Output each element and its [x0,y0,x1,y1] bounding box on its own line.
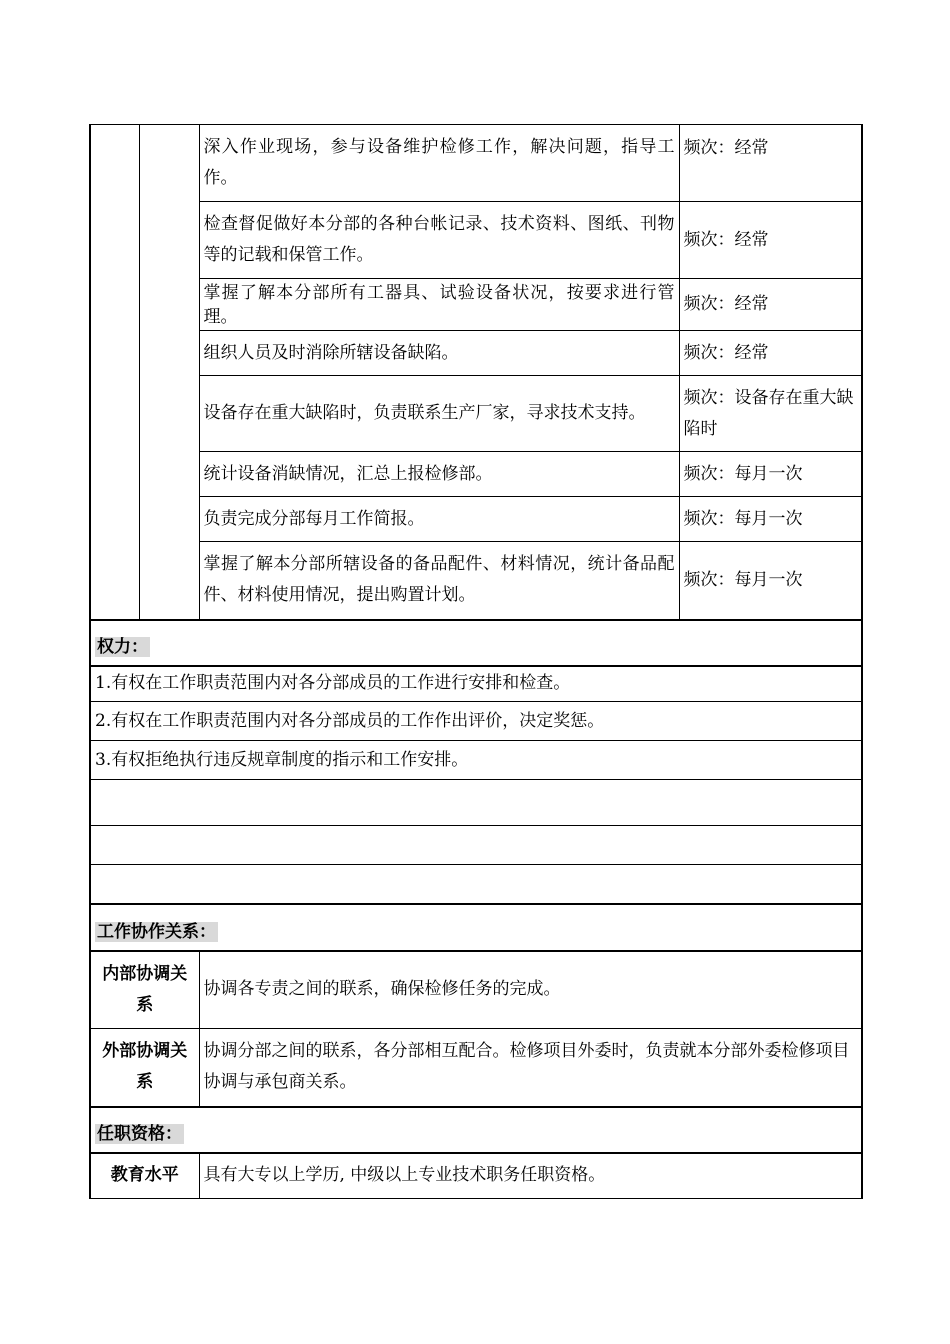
duty-category-cell [139,125,199,620]
duty-text: 掌握了解本分部所辖设备的备品配件、材料情况，统计备品配件、材料使用情况，提出购置计划。 [199,542,679,620]
duty-frequency: 频次：经常 [679,331,862,376]
qualification-heading: 任职资格： [97,1123,182,1144]
authority-heading-row [90,620,862,666]
duty-index-cell [90,125,139,620]
authority-item-row [90,666,862,702]
duty-frequency: 频次：每月一次 [679,542,862,620]
external-coordination-label: 外部协调关系 [90,1029,199,1107]
duty-text: 负责完成分部每月工作简报。 [199,497,679,542]
internal-coordination-text: 协调各专责之间的联系，确保检修任务的完成。 [199,951,862,1029]
internal-coordination-label: 内部协调关系 [90,951,199,1029]
authority-item: 1.有权在工作职责范围内对各分部成员的工作进行安排和检查。 [90,666,862,702]
authority-item: 3.有权拒绝执行违反规章制度的指示和工作安排。 [90,741,862,780]
duty-row [90,497,862,542]
duty-row [90,279,862,331]
cooperation-heading-row [90,904,862,951]
empty-row [90,780,862,826]
duty-text: 掌握了解本分部所有工器具、试验设备状况，按要求进行管理。 [199,279,679,331]
education-row [90,1153,862,1199]
duty-row [90,376,862,452]
authority-item-row [90,702,862,741]
authority-item: 2.有权在工作职责范围内对各分部成员的工作作出评价，决定奖惩。 [90,702,862,741]
empty-row [90,826,862,865]
duty-row [90,202,862,279]
duty-frequency: 频次：每月一次 [679,497,862,542]
authority-heading: 权力： [97,636,148,657]
duty-text: 设备存在重大缺陷时，负责联系生产厂家，寻求技术支持。 [199,376,679,452]
duty-row [90,452,862,497]
qualification-heading-row [90,1107,862,1153]
job-description-table [89,124,863,1199]
duty-frequency: 频次：每月一次 [679,452,862,497]
external-coordination-text: 协调分部之间的联系，各分部相互配合。检修项目外委时，负责就本分部外委检修项目协调与承包商关系。 [199,1029,862,1107]
external-coordination-row [90,1029,862,1107]
authority-item-row [90,741,862,780]
education-text: 具有大专以上学历, 中级以上专业技术职务任职资格。 [199,1153,862,1199]
duty-text: 统计设备消缺情况，汇总上报检修部。 [199,452,679,497]
duty-frequency: 频次：经常 [679,202,862,279]
duty-row [90,125,862,202]
duty-frequency: 频次：经常 [679,125,862,202]
internal-coordination-row [90,951,862,1029]
duty-text: 组织人员及时消除所辖设备缺陷。 [199,331,679,376]
empty-row [90,865,862,904]
education-label: 教育水平 [90,1153,199,1199]
duty-text: 深入作业现场，参与设备维护检修工作，解决问题，指导工作。 [199,125,679,202]
duty-frequency: 频次：设备存在重大缺陷时 [679,376,862,452]
cooperation-heading: 工作协作关系： [97,921,216,942]
duty-frequency: 频次：经常 [679,279,862,331]
duty-row [90,331,862,376]
duty-text: 检查督促做好本分部的各种台帐记录、技术资料、图纸、刊物等的记载和保管工作。 [199,202,679,279]
duty-row [90,542,862,620]
